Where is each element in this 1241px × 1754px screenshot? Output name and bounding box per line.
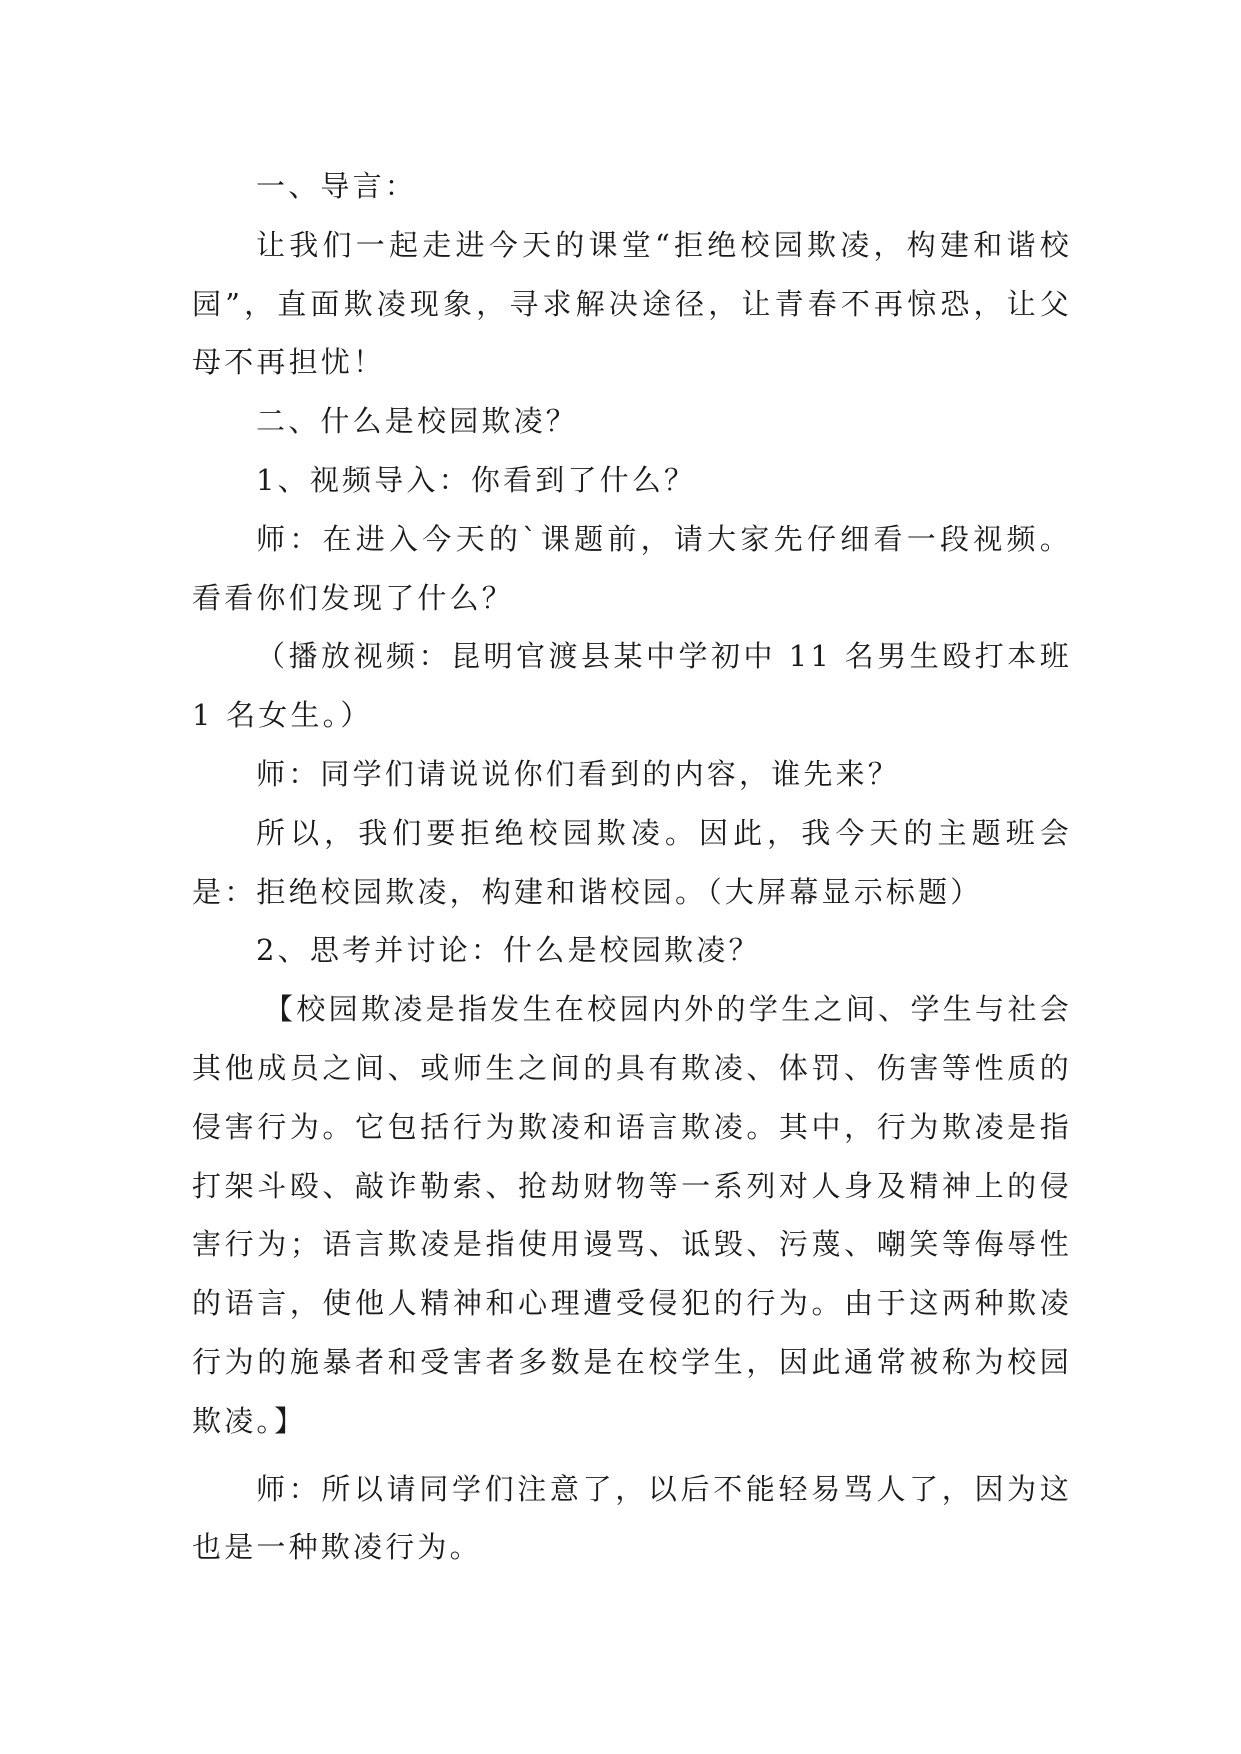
paragraph-theme-statement: 所以，我们要拒绝校园欺凌。因此，我今天的主题班会是：拒绝校园欺凌，构建和谐校园。（大屏幕显示标题） xyxy=(192,815,1072,909)
paragraph-teacher-question: 师：同学们请说说你们看到的内容，谁先来？ xyxy=(256,756,901,791)
document-body xyxy=(192,157,1072,1577)
section-heading-what-is-bullying: 二、什么是校园欺凌？ xyxy=(256,404,579,439)
paragraph-teacher-video: 师：在进入今天的`课题前，请大家先仔细看一段视频。看看你们发现了什么？ xyxy=(192,521,1072,615)
paragraph-introduction: 让我们一起走进今天的课堂“拒绝校园欺凌，构建和谐校园”，直面欺凌现象，寻求解决途径，让青春不再惊恐，让父母不再担忧！ xyxy=(192,227,1072,380)
subheading-video-intro: 1、视频导入：你看到了什么？ xyxy=(256,462,697,497)
paragraph-teacher-conclusion: 师：所以请同学们注意了，以后不能轻易骂人了，因为这也是一种欺凌行为。 xyxy=(192,1471,1072,1565)
paragraph-play-video-note: （播放视频：昆明官渡县某中学初中 11 名男生殴打本班 1 名女生。） xyxy=(192,639,1072,733)
paragraph-bullying-definition: 【校园欺凌是指发生在校园内外的学生之间、学生与社会其他成员之间、或师生之间的具有欺凌、体罚、伤害等性质的侵害行为。它包括行为欺凌和语言欺凌。其中，行为欺凌是指打架斗殴、敲诈勒索、抢劫财物等一系列对人身及精神上的侵害行为；语言欺凌是指使用谩骂、诋毁、污蔑、嘲笑等侮辱性的语言，使他人精神和心理遭受侵犯的行为。由于这两种欺凌行为的施暴者和受害者多数是在校学生，因此通常被称为校园欺凌。】 xyxy=(192,992,1072,1438)
subheading-think-discuss: 2、思考并讨论：什么是校园欺凌？ xyxy=(256,933,761,968)
section-heading-introduction: 一、导言： xyxy=(256,169,418,203)
